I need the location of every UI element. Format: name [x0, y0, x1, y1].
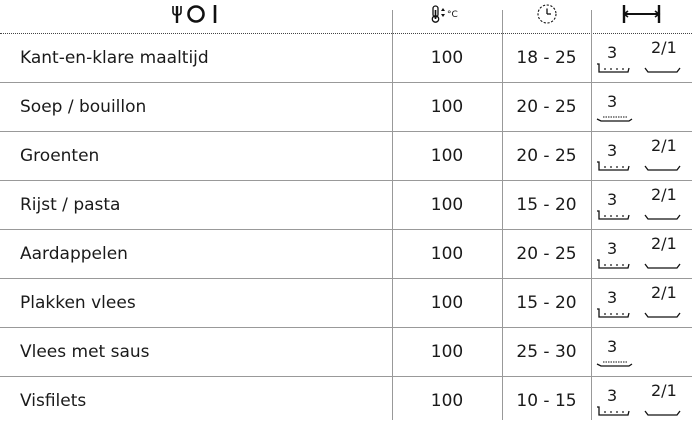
shelf-level-primary: 3 [607, 386, 618, 405]
food-name: Rijst / pasta [20, 195, 121, 215]
food-column-header [0, 0, 392, 32]
shelf-level-primary: 3 [607, 337, 618, 356]
svg-text:°C: °C [447, 10, 458, 20]
table-row [0, 328, 692, 376]
perforated-tray-icon [596, 307, 636, 321]
baking-tray-icon [644, 209, 684, 223]
shelf-level-secondary: 2/1 [651, 234, 677, 253]
temperature-value: 100 [430, 146, 464, 166]
solid-tray-icon [596, 111, 636, 125]
temperature-value: 100 [430, 342, 464, 362]
food-name: Kant-en-klare maaltijd [20, 48, 209, 68]
baking-tray-icon [644, 258, 684, 272]
baking-tray-icon [644, 62, 684, 76]
shelf-level-secondary: 2/1 [651, 38, 677, 57]
table-row [0, 377, 692, 425]
clock-icon [536, 3, 558, 29]
time-range: 20 - 25 [516, 244, 577, 264]
shelf-level-primary: 3 [607, 92, 618, 111]
baking-tray-icon [644, 307, 684, 321]
accessory-cell [591, 328, 692, 376]
shelf-level-secondary: 2/1 [651, 283, 677, 302]
food-name: Vlees met saus [20, 342, 150, 362]
temperature-value: 100 [430, 293, 464, 313]
table-row [0, 132, 692, 180]
time-range: 18 - 25 [516, 48, 577, 68]
time-range: 20 - 25 [516, 146, 577, 166]
temperature-value: 100 [430, 195, 464, 215]
time-range: 15 - 20 [516, 293, 577, 313]
time-range: 15 - 20 [516, 195, 577, 215]
time-range: 25 - 30 [516, 342, 577, 362]
shelf-level-primary: 3 [607, 43, 618, 62]
shelf-level-primary: 3 [607, 190, 618, 209]
accessory-cell [591, 279, 692, 327]
food-name: Aardappelen [20, 244, 128, 264]
time-range: 20 - 25 [516, 97, 577, 117]
food-name: Plakken vlees [20, 293, 136, 313]
accessory-cell [591, 377, 692, 425]
table-row [0, 279, 692, 327]
shelf-level-secondary: 2/1 [651, 136, 677, 155]
shelf-level-primary: 3 [607, 141, 618, 160]
temperature-column-header [392, 0, 502, 32]
table-row [0, 83, 692, 131]
food-name: Visfilets [20, 391, 87, 411]
food-name: Soep / bouillon [20, 97, 147, 117]
temperature-value: 100 [430, 391, 464, 411]
solid-tray-icon [596, 356, 636, 370]
shelf-level-secondary: 2/1 [651, 381, 677, 400]
shelf-level-primary: 3 [607, 239, 618, 258]
shelf-level-icon [621, 3, 663, 29]
temperature-value: 100 [430, 97, 464, 117]
thermometer-celsius-icon [430, 4, 464, 28]
accessory-cell [591, 181, 692, 229]
accessory-cell [591, 132, 692, 180]
perforated-tray-icon [596, 209, 636, 223]
temperature-value: 100 [430, 244, 464, 264]
time-range: 10 - 15 [516, 391, 577, 411]
accessory-cell [591, 83, 692, 131]
perforated-tray-icon [596, 160, 636, 174]
temperature-value: 100 [430, 48, 464, 68]
accessory-cell [591, 230, 692, 278]
baking-tray-icon [644, 160, 684, 174]
perforated-tray-icon [596, 405, 636, 419]
food-name: Groenten [20, 146, 100, 166]
shelf-level-primary: 3 [607, 288, 618, 307]
shelf-level-secondary: 2/1 [651, 185, 677, 204]
time-column-header [502, 0, 591, 32]
perforated-tray-icon [596, 258, 636, 272]
table-row [0, 230, 692, 278]
perforated-tray-icon [596, 62, 636, 76]
accessory-cell [591, 34, 692, 82]
table-header [0, 0, 692, 32]
level-column-header [591, 0, 692, 32]
table-row [0, 34, 692, 82]
table-row [0, 181, 692, 229]
cutlery-plate-icon [171, 3, 221, 29]
baking-tray-icon [644, 405, 684, 419]
